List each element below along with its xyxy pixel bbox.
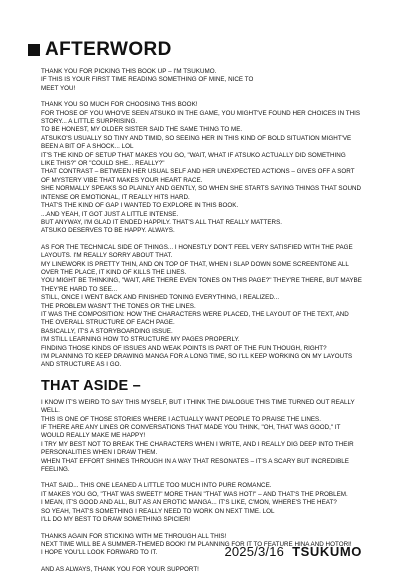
text-line: IT'S THE KIND OF SETUP THAT MAKES YOU GO, "WAIT, WHAT IF ATSUKO ACTUALLY DID SOMETHING <box>41 151 346 159</box>
text-line: THANK YOU SO MUCH FOR CHOOSING THIS BOOK! <box>41 101 198 109</box>
text-line: LIKE THIS?" OR "COULD SHE... REALLY?" <box>41 160 165 168</box>
text-line: BEEN A BIT OF A SHOCK... LOL <box>41 143 134 151</box>
paragraph-romance <box>41 482 367 524</box>
text-line: MY LINEWORK IS PRETTY THIN, AND ON TOP OF THAT, WHEN I SLAP DOWN SOME SCREENTONE ALL <box>41 260 349 268</box>
text-line: THE PROBLEM WASN'T THE TONES OR THE LINES. <box>41 302 196 310</box>
text-line: FINDING THOSE KINDS OF ISSUES AND WEAK POINTS IS PART OF THE FUN THOUGH, RIGHT? <box>41 344 327 352</box>
text-line: ATSUKO'S USUALLY SO TINY AND TIMID, SO SEEING HER IN THIS KIND OF BOLD SITUATION MIGHT'VE <box>41 134 352 142</box>
paragraph-technical <box>41 244 367 370</box>
date-text: 2025/3/16 <box>224 544 285 559</box>
text-line: WELL. <box>41 407 60 415</box>
text-line: SO YEAH, THAT'S SOMETHING I REALLY NEED TO WORK ON NEXT TIME. LOL <box>41 507 275 515</box>
text-line: AND STRUCTURE AS I GO. <box>41 361 122 369</box>
text-line: IF THIS IS YOUR FIRST TIME READING SOMETHING OF MINE, NICE TO <box>41 76 254 84</box>
text-line: FEELING. <box>41 466 70 474</box>
paragraph-story <box>41 101 367 236</box>
text-line: IT WAS THE COMPOSITION: HOW THE CHARACTERS WERE PLACED, THE LAYOUT OF THE TEXT, AND <box>41 310 349 318</box>
text-line: STORY... A LITTLE SURPRISING. <box>41 118 138 126</box>
text-line: THANKS AGAIN FOR STICKING WITH ME THROUGH ALL THIS! <box>41 532 227 540</box>
text-line: I'LL DO MY BEST TO DRAW SOMETHING SPICIER! <box>41 516 191 524</box>
section-heading: THAT ASIDE – <box>41 377 141 394</box>
square-bullet-icon <box>28 44 40 56</box>
text-line: I MEAN, IT'S GOOD AND ALL, BUT AS AN EROTIC MANGA... IT'S LIKE, C'MON, WHERE'S THE HEAT? <box>41 499 337 507</box>
paragraph-dialogue <box>41 399 367 475</box>
text-line: I'M PLANNING TO KEEP DRAWING MANGA FOR A LONG TIME, SO I'LL KEEP WORKING ON MY LAYOUTS <box>41 353 353 360</box>
text-line: AS FOR THE TECHNICAL SIDE OF THINGS... I HONESTLY DON'T FEEL VERY SATISFIED WITH THE PAGE <box>41 243 353 251</box>
text-line: THAT SAID... THIS ONE LEANED A LITTLE TOO MUCH INTO PURE ROMANCE. <box>41 482 272 490</box>
text-line: FOR THOSE OF YOU WHO'VE SEEN ATSUKO IN THE GAME, YOU MIGHT'VE FOUND HER CHOICES IN THIS <box>41 109 361 117</box>
text-line: NEXT TIME WILL BE A SUMMER-THEMED BOOK! I'M PLANNING FOR IT TO FEATURE HINA AND HOTORI! <box>41 540 352 548</box>
text-line: WHEN THAT EFFORT SHINES THROUGH IN A WAY THAT RESONATES – IT'S A SCARY BUT INCREDIBLE <box>41 457 349 465</box>
text-line: ...AND YEAH, IT GOT JUST A LITTLE INTENSE. <box>41 210 179 218</box>
afterword-body <box>41 68 367 582</box>
text-line: THEY'RE HARD TO SEE... <box>41 285 118 293</box>
text-line: I'M STILL LEARNING HOW TO STRUCTURE MY PAGES PROPERLY. <box>41 336 240 344</box>
paragraph-greeting <box>41 68 367 93</box>
paragraph-closing <box>41 566 367 574</box>
text-line: WOULD REALLY MAKE ME HAPPY! <box>41 432 146 440</box>
text-line: INTENSE OR EMOTIONAL, IT REALLY HITS HARD. <box>41 193 190 201</box>
text-line: YOU MIGHT BE THINKING, "WAIT, ARE THERE EVEN TONES ON THIS PAGE?" THEY'RE THERE, BUT MAYBE <box>41 277 362 285</box>
text-line: I HOPE YOU'LL LOOK FORWARD TO IT. <box>41 549 158 557</box>
signature-footer <box>224 544 362 559</box>
text-line: AND AS ALWAYS, THANK YOU FOR YOUR SUPPORT! <box>41 565 199 573</box>
text-line: TO BE HONEST, MY OLDER SISTER SAID THE SAME THING TO ME. <box>41 126 243 134</box>
text-line: MEET YOU! <box>41 84 76 92</box>
text-line: THANK YOU FOR PICKING THIS BOOK UP – I'M TSUKUMO. <box>41 68 217 75</box>
text-line: I TRY MY BEST NOT TO BREAK THE CHARACTERS WHEN I WRITE, AND I REALLY DIG DEEP INTO THEIR <box>41 440 354 448</box>
author-signature: TSUKUMO <box>292 544 362 559</box>
text-line: PERSONALITIES WHEN I DRAW THEM. <box>41 449 158 457</box>
text-line: BUT ANYWAY, I'M GLAD IT ENDED HAPPILY. THAT'S ALL THAT REALLY MATTERS. <box>41 218 283 226</box>
text-line: SHE NORMALLY SPEAKS SO PLAINLY AND GENTLY, SO WHEN SHE STARTS SAYING THINGS THAT SOUND <box>41 185 362 193</box>
text-line: I KNOW IT'S WEIRD TO SAY THIS MYSELF, BUT I THINK THE DIALOGUE THIS TIME TURNED OUT REALLY <box>41 398 355 406</box>
text-line: IF THERE ARE ANY LINES OR CONVERSATIONS THAT MADE YOU THINK, "OH, THAT WAS GOOD," IT <box>41 424 341 432</box>
text-line: IT MAKES YOU GO, "THAT WAS SWEET!" MORE THAN "THAT WAS HOT!" – AND THAT'S THE PROBLEM. <box>41 490 348 498</box>
text-line: THAT'S THE KIND OF GAP I WANTED TO EXPLORE IN THIS BOOK. <box>41 202 239 210</box>
text-line: LAYOUTS. I'M REALLY SORRY ABOUT THAT. <box>41 252 173 260</box>
text-line: THIS IS ONE OF THOSE STORIES WHERE I ACTUALLY WANT PEOPLE TO PRAISE THE LINES. <box>41 415 321 423</box>
text-line: THAT CONTRAST – BETWEEN HER USUAL SELF AND HER UNEXPECTED ACTIONS – GIVES OFF A SORT <box>41 168 355 176</box>
text-line: OVER THE PLACE, IT KIND OF KILLS THE LINES. <box>41 268 187 276</box>
text-line: ATSUKO DESERVES TO BE HAPPY. ALWAYS. <box>41 227 175 235</box>
text-line: BASICALLY, IT'S A STORYBOARDING ISSUE. <box>41 327 173 335</box>
text-line: STILL, ONCE I WENT BACK AND FINISHED TONING EVERYTHING, I REALIZED... <box>41 294 280 302</box>
text-line: THE OVERALL STRUCTURE OF EACH PAGE. <box>41 319 175 327</box>
text-line: OF MYSTERY VIBE THAT MAKES YOUR HEART RACE. <box>41 176 203 184</box>
page-title: AFTERWORD <box>45 39 172 60</box>
afterword-header <box>28 40 172 59</box>
